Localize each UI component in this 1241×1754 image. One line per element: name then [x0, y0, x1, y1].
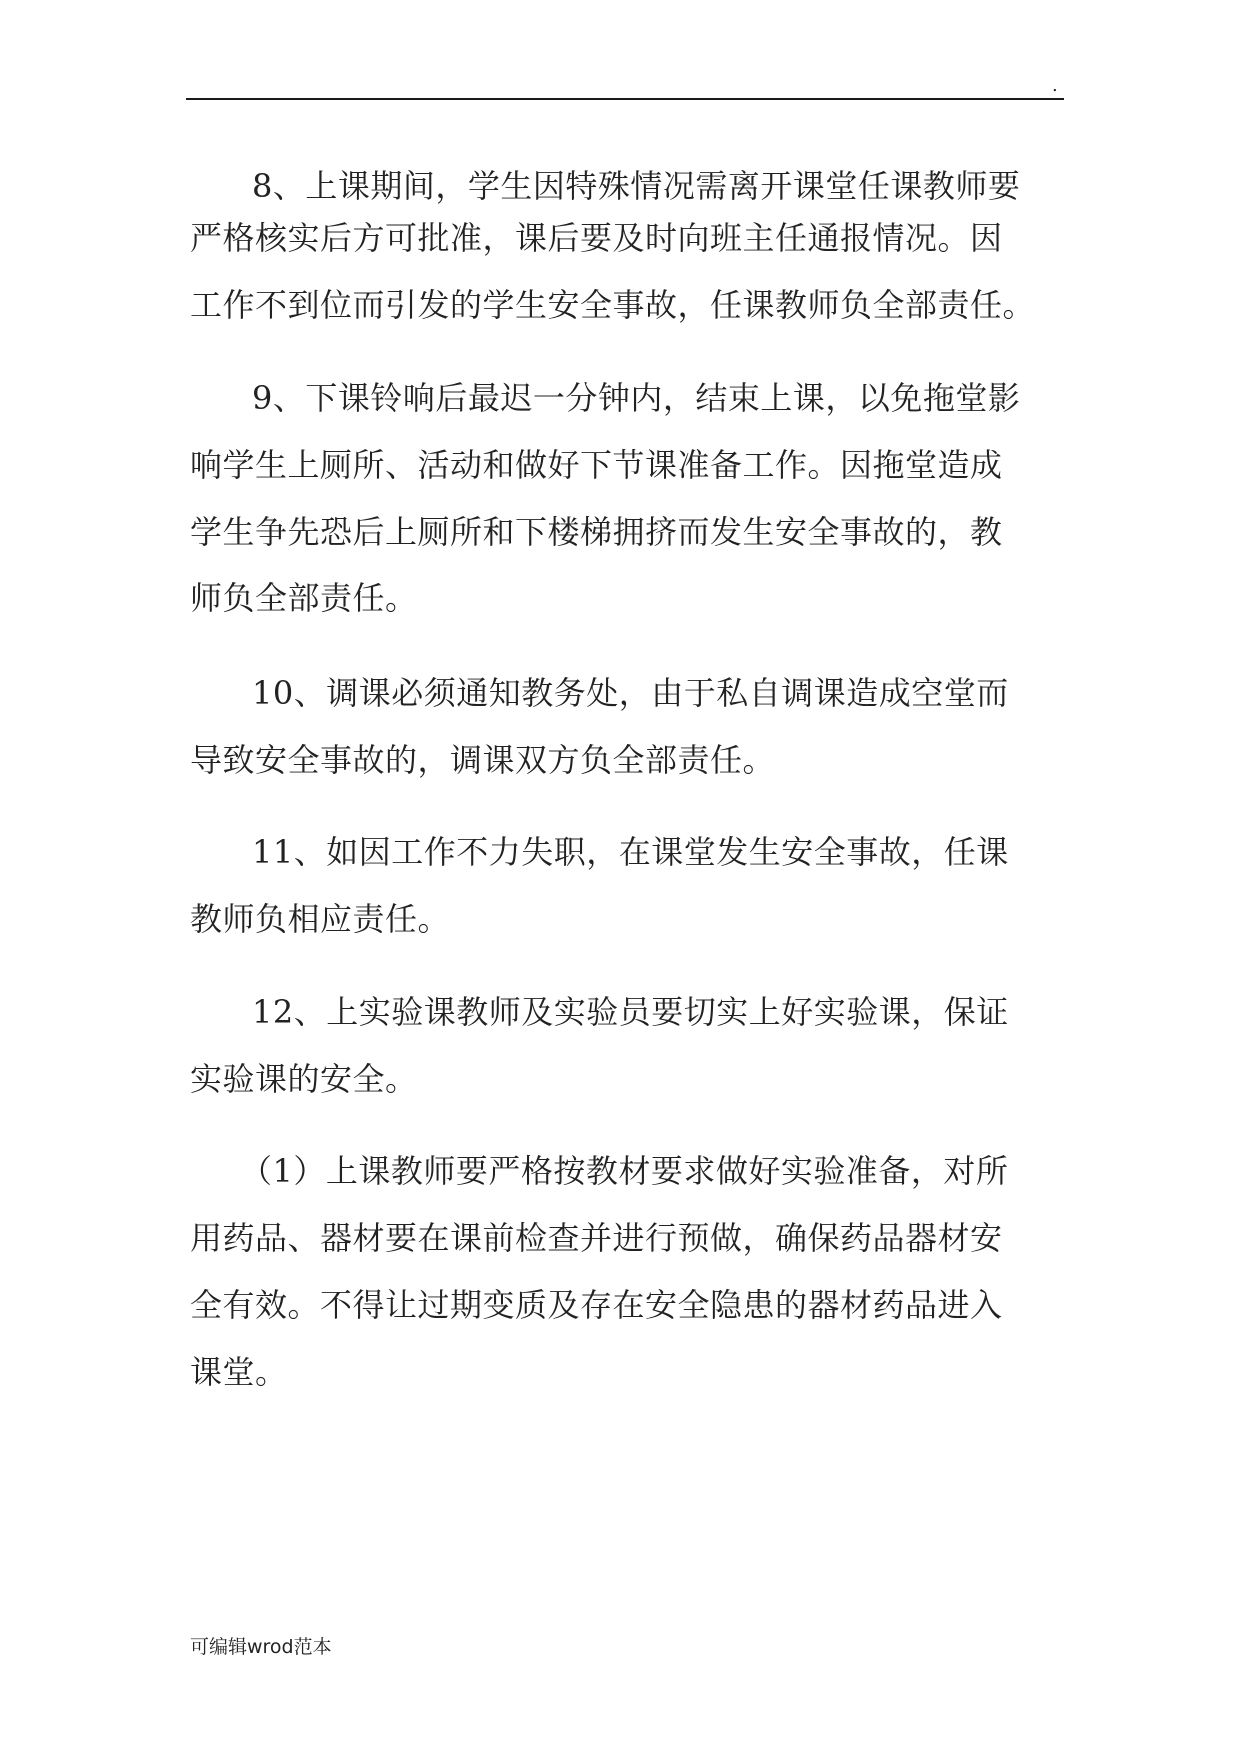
paragraph-line: 严格核实后方可批准，课后要及时向班主任通报情况。因 — [190, 219, 1003, 257]
header-marker: . — [1052, 75, 1058, 96]
paragraph-line: 9、下课铃响后最迟一分钟内，结束上课，以免拖堂影 — [252, 379, 1021, 417]
paragraph-line: 10、调课必须通知教务处，由于私自调课造成空堂而 — [252, 674, 1009, 712]
paragraph-line: （1）上课教师要严格按教材要求做好实验准备，对所 — [240, 1152, 1009, 1190]
paragraph-line: 实验课的安全。 — [190, 1060, 418, 1098]
paragraph-line: 全有效。不得让过期变质及存在安全隐患的器材药品进入 — [190, 1286, 1003, 1324]
paragraph-line: 11、如因工作不力失职，在课堂发生安全事故，任课 — [252, 833, 1009, 871]
paragraph-line: 用药品、器材要在课前检查并进行预做，确保药品器材安 — [190, 1219, 1003, 1257]
paragraph-line: 8、上课期间，学生因特殊情况需离开课堂任课教师要 — [252, 167, 1021, 205]
footer-text: 可编辑wrod范本 — [190, 1636, 332, 1658]
paragraph-line: 12、上实验课教师及实验员要切实上好实验课，保证 — [252, 993, 1009, 1031]
paragraph-line: 教师负相应责任。 — [190, 900, 451, 938]
paragraph-line: 师负全部责任。 — [190, 579, 418, 617]
paragraph-line: 导致安全事故的，调课双方负全部责任。 — [190, 741, 776, 779]
paragraph-line: 学生争先恐后上厕所和下楼梯拥挤而发生安全事故的，教 — [190, 513, 1003, 551]
paragraph-line: 工作不到位而引发的学生安全事故，任课教师负全部责任。 — [190, 286, 1036, 324]
paragraph-line: 响学生上厕所、活动和做好下节课准备工作。因拖堂造成 — [190, 446, 1003, 484]
paragraph-line: 课堂。 — [190, 1353, 288, 1391]
header-rule — [186, 98, 1064, 100]
